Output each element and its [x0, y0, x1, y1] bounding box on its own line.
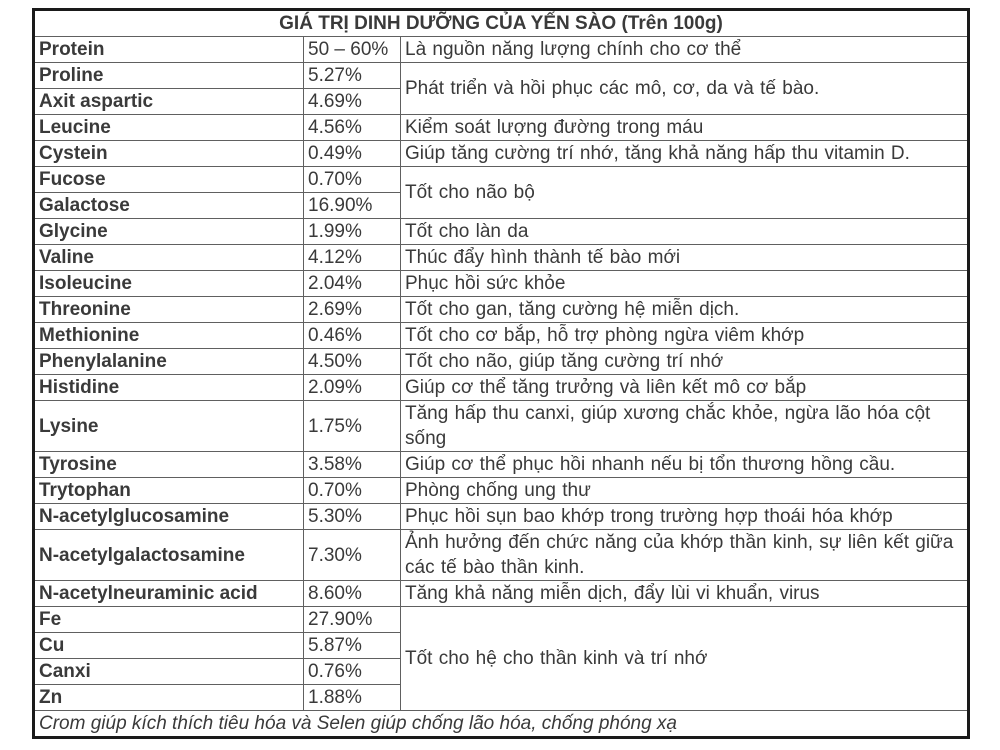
table-row [34, 245, 969, 271]
nutrient-value: 4.69% [304, 89, 401, 115]
nutrient-name: Leucine [34, 115, 304, 141]
nutrient-name: Valine [34, 245, 304, 271]
nutrient-name: Protein [34, 37, 304, 63]
table-row [34, 349, 969, 375]
nutrient-value: 4.56% [304, 115, 401, 141]
table-row [34, 141, 969, 167]
nutrient-benefit: Phát triển và hồi phục các mô, cơ, da và tế bào. [401, 63, 969, 115]
nutrient-benefit: Tốt cho làn da [401, 219, 969, 245]
nutrient-value: 2.04% [304, 271, 401, 297]
table-row [34, 167, 969, 193]
nutrient-value: 1.75% [304, 401, 401, 452]
footnote: Crom giúp kích thích tiêu hóa và Selen giúp chống lão hóa, chống phóng xạ [34, 711, 969, 738]
nutrient-name: Threonine [34, 297, 304, 323]
table-row [34, 115, 969, 141]
nutrient-value: 8.60% [304, 581, 401, 607]
nutrient-value: 0.70% [304, 167, 401, 193]
nutrient-value: 0.49% [304, 141, 401, 167]
nutrient-benefit: Giúp cơ thể phục hồi nhanh nếu bị tổn thương hồng cầu. [401, 452, 969, 478]
nutrient-benefit: Tốt cho não, giúp tăng cường trí nhớ [401, 349, 969, 375]
table-title: GIÁ TRỊ DINH DƯỠNG CỦA YẾN SÀO (Trên 100g) [34, 10, 969, 37]
nutrient-name: Fucose [34, 167, 304, 193]
nutrient-value: 50 – 60% [304, 37, 401, 63]
nutrient-value: 4.12% [304, 245, 401, 271]
table-row [34, 37, 969, 63]
nutrient-name: Zn [34, 685, 304, 711]
nutrient-benefit: Tốt cho não bộ [401, 167, 969, 219]
nutrient-name: Phenylalanine [34, 349, 304, 375]
table-body [34, 37, 969, 711]
nutrient-value: 2.69% [304, 297, 401, 323]
nutrient-benefit: Là nguồn năng lượng chính cho cơ thể [401, 37, 969, 63]
nutrient-benefit: Kiểm soát lượng đường trong máu [401, 115, 969, 141]
table-row [34, 375, 969, 401]
table-row [34, 323, 969, 349]
title-row [34, 10, 969, 37]
table-row [34, 63, 969, 89]
table-row [34, 504, 969, 530]
nutrient-benefit: Phục hồi sức khỏe [401, 271, 969, 297]
table-row [34, 581, 969, 607]
nutrient-name: Tyrosine [34, 452, 304, 478]
nutrient-value: 1.99% [304, 219, 401, 245]
nutrition-table [32, 8, 970, 739]
nutrient-name: Glycine [34, 219, 304, 245]
nutrient-name: Trytophan [34, 478, 304, 504]
nutrient-value: 0.76% [304, 659, 401, 685]
table-row [34, 607, 969, 633]
nutrient-name: Galactose [34, 193, 304, 219]
nutrient-benefit: Giúp cơ thể tăng trưởng và liên kết mô cơ bắp [401, 375, 969, 401]
nutrient-benefit: Giúp tăng cường trí nhớ, tăng khả năng hấp thu vitamin D. [401, 141, 969, 167]
nutrient-value: 5.30% [304, 504, 401, 530]
nutrient-value: 1.88% [304, 685, 401, 711]
nutrient-value: 27.90% [304, 607, 401, 633]
nutrient-benefit: Tăng khả năng miễn dịch, đẩy lùi vi khuẩn, virus [401, 581, 969, 607]
nutrient-name: Lysine [34, 401, 304, 452]
nutrient-benefit: Tốt cho gan, tăng cường hệ miễn dịch. [401, 297, 969, 323]
table-row [34, 219, 969, 245]
nutrient-name: Axit aspartic [34, 89, 304, 115]
nutrient-value: 5.87% [304, 633, 401, 659]
nutrient-benefit: Tăng hấp thu canxi, giúp xương chắc khỏe, ngừa lão hóa cột sống [401, 401, 969, 452]
nutrient-name: N-acetylneuraminic acid [34, 581, 304, 607]
nutrient-name: Isoleucine [34, 271, 304, 297]
nutrient-name: Fe [34, 607, 304, 633]
nutrient-value: 16.90% [304, 193, 401, 219]
nutrient-value: 3.58% [304, 452, 401, 478]
nutrient-name: Proline [34, 63, 304, 89]
nutrient-name: Cystein [34, 141, 304, 167]
nutrient-name: Methionine [34, 323, 304, 349]
nutrient-benefit: Ảnh hưởng đến chức năng của khớp thần kinh, sự liên kết giữa các tế bào thần kinh. [401, 530, 969, 581]
nutrient-benefit: Thúc đẩy hình thành tế bào mới [401, 245, 969, 271]
nutrient-name: Cu [34, 633, 304, 659]
table-row [34, 297, 969, 323]
table-row [34, 401, 969, 452]
nutrient-name: N-acetylglucosamine [34, 504, 304, 530]
nutrient-name: N-acetylgalactosamine [34, 530, 304, 581]
nutrient-value: 4.50% [304, 349, 401, 375]
nutrient-value: 0.70% [304, 478, 401, 504]
nutrient-benefit: Tốt cho cơ bắp, hỗ trợ phòng ngừa viêm khớp [401, 323, 969, 349]
table-row [34, 452, 969, 478]
table-row [34, 271, 969, 297]
nutrient-value: 2.09% [304, 375, 401, 401]
nutrient-value: 7.30% [304, 530, 401, 581]
nutrient-name: Canxi [34, 659, 304, 685]
nutrient-benefit: Tốt cho hệ cho thần kinh và trí nhớ [401, 607, 969, 711]
table-row [34, 530, 969, 581]
nutrient-benefit: Phục hồi sụn bao khớp trong trường hợp thoái hóa khớp [401, 504, 969, 530]
nutrient-benefit: Phòng chống ung thư [401, 478, 969, 504]
nutrient-value: 5.27% [304, 63, 401, 89]
footnote-row [34, 711, 969, 738]
table-row [34, 478, 969, 504]
nutrient-name: Histidine [34, 375, 304, 401]
nutrient-value: 0.46% [304, 323, 401, 349]
